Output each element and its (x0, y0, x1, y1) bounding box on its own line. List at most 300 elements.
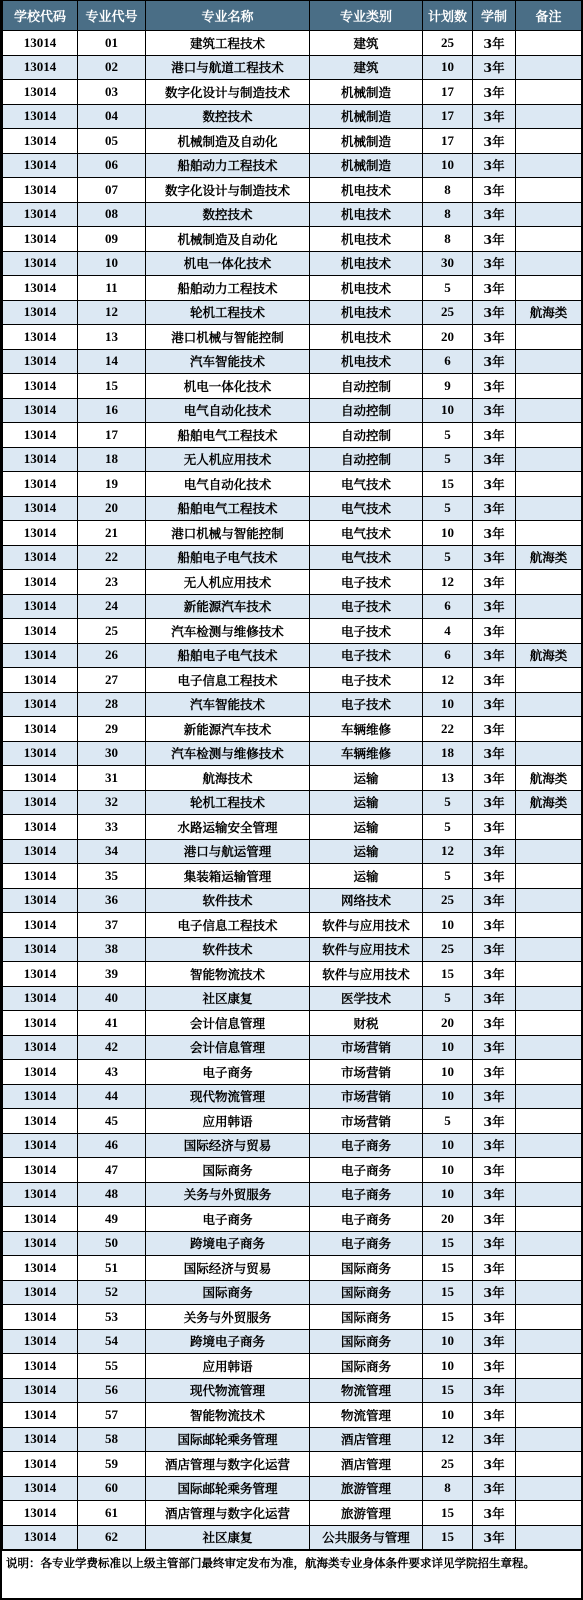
school-code-cell: 13014 (3, 1476, 78, 1501)
remarks-cell (516, 1403, 582, 1428)
major-name-cell: 会计信息管理 (146, 1035, 310, 1060)
duration-cell: 3年 (473, 227, 516, 252)
remarks-cell (516, 913, 582, 938)
table-row (3, 104, 582, 129)
school-code-cell: 13014 (3, 1109, 78, 1134)
table-row (3, 423, 582, 448)
major-name-cell: 船舶电气工程技术 (146, 423, 310, 448)
major-category-cell: 市场营销 (310, 1060, 423, 1085)
duration-cell: 3年 (473, 1501, 516, 1526)
major-category-cell: 机电技术 (310, 325, 423, 350)
major-name-cell: 汽车智能技术 (146, 349, 310, 374)
major-name-cell: 关务与外贸服务 (146, 1182, 310, 1207)
remarks-cell (516, 202, 582, 227)
table-row (3, 55, 582, 80)
duration-cell: 3年 (473, 790, 516, 815)
table-row (3, 472, 582, 497)
duration-cell: 3年 (473, 643, 516, 668)
major-name-cell: 水路运输安全管理 (146, 815, 310, 840)
major-category-cell: 电子技术 (310, 692, 423, 717)
major-category-cell: 市场营销 (310, 1109, 423, 1134)
duration-cell: 3年 (473, 1207, 516, 1232)
remarks-cell (516, 717, 582, 742)
major-name-cell: 船舶电子电气技术 (146, 643, 310, 668)
major-code-cell: 16 (78, 398, 146, 423)
school-code-cell: 13014 (3, 496, 78, 521)
plan-count-cell: 15 (423, 1525, 473, 1550)
remarks-cell (516, 1133, 582, 1158)
major-name-cell: 港口机械与智能控制 (146, 521, 310, 546)
major-code-cell: 21 (78, 521, 146, 546)
major-name-cell: 集装箱运输管理 (146, 864, 310, 889)
major-code-cell: 62 (78, 1525, 146, 1550)
major-code-cell: 26 (78, 643, 146, 668)
table-row (3, 766, 582, 791)
plan-count-cell: 18 (423, 741, 473, 766)
school-code-cell: 13014 (3, 741, 78, 766)
major-category-cell: 机电技术 (310, 349, 423, 374)
major-code-cell: 15 (78, 374, 146, 399)
school-code-cell: 13014 (3, 1035, 78, 1060)
table-row (3, 717, 582, 742)
footnote: 说明：各专业学费标准以上级主管部门最终审定发布为准，航海类专业身体条件要求详见学院招生章程。 (2, 1550, 581, 1576)
remarks-cell (516, 888, 582, 913)
remarks-cell (516, 1501, 582, 1526)
major-category-cell: 电气技术 (310, 496, 423, 521)
major-name-cell: 应用韩语 (146, 1109, 310, 1134)
table-row (3, 913, 582, 938)
remarks-cell (516, 31, 582, 56)
major-code-cell: 11 (78, 276, 146, 301)
major-category-cell: 电子商务 (310, 1207, 423, 1232)
table-row (3, 937, 582, 962)
school-code-cell: 13014 (3, 1378, 78, 1403)
remarks-cell (516, 1354, 582, 1379)
major-name-cell: 智能物流技术 (146, 962, 310, 987)
school-code-cell: 13014 (3, 1060, 78, 1085)
school-code-cell: 13014 (3, 349, 78, 374)
major-code-cell: 55 (78, 1354, 146, 1379)
table-row (3, 1231, 582, 1256)
major-category-cell: 机械制造 (310, 104, 423, 129)
school-code-cell: 13014 (3, 202, 78, 227)
table-row (3, 668, 582, 693)
major-name-cell: 国际邮轮乘务管理 (146, 1427, 310, 1452)
plan-count-cell: 5 (423, 496, 473, 521)
duration-cell: 3年 (473, 423, 516, 448)
remarks-cell (516, 1182, 582, 1207)
school-code-cell: 13014 (3, 227, 78, 252)
major-code-cell: 30 (78, 741, 146, 766)
plan-count-cell: 10 (423, 153, 473, 178)
remarks-cell (516, 447, 582, 472)
table-row (3, 1133, 582, 1158)
school-code-cell: 13014 (3, 1452, 78, 1477)
major-name-cell: 酒店管理与数字化运营 (146, 1452, 310, 1477)
major-category-cell: 机电技术 (310, 178, 423, 203)
major-category-cell: 国际商务 (310, 1280, 423, 1305)
major-code-cell: 60 (78, 1476, 146, 1501)
duration-cell: 3年 (473, 741, 516, 766)
major-name-cell: 数字化设计与制造技术 (146, 80, 310, 105)
major-code-cell: 49 (78, 1207, 146, 1232)
major-code-cell: 44 (78, 1084, 146, 1109)
major-name-cell: 国际经济与贸易 (146, 1133, 310, 1158)
header-plan-count: 计划数 (423, 1, 473, 31)
plan-count-cell: 5 (423, 276, 473, 301)
duration-cell: 3年 (473, 717, 516, 742)
table-row (3, 251, 582, 276)
header-remarks: 备注 (516, 1, 582, 31)
duration-cell: 3年 (473, 986, 516, 1011)
table-row (3, 1329, 582, 1354)
duration-cell: 3年 (473, 937, 516, 962)
major-code-cell: 41 (78, 1011, 146, 1036)
school-code-cell: 13014 (3, 570, 78, 595)
duration-cell: 3年 (473, 1035, 516, 1060)
major-name-cell: 电子信息工程技术 (146, 913, 310, 938)
plan-count-cell: 10 (423, 1133, 473, 1158)
remarks-cell (516, 864, 582, 889)
table-row (3, 1060, 582, 1085)
major-category-cell: 运输 (310, 839, 423, 864)
major-name-cell: 船舶动力工程技术 (146, 153, 310, 178)
plan-count-cell: 5 (423, 423, 473, 448)
duration-cell: 3年 (473, 1158, 516, 1183)
duration-cell: 3年 (473, 766, 516, 791)
plan-count-cell: 17 (423, 129, 473, 154)
school-code-cell: 13014 (3, 1501, 78, 1526)
major-code-cell: 18 (78, 447, 146, 472)
table-row (3, 888, 582, 913)
major-name-cell: 机械制造及自动化 (146, 227, 310, 252)
major-code-cell: 59 (78, 1452, 146, 1477)
plan-count-cell: 10 (423, 521, 473, 546)
major-category-cell: 旅游管理 (310, 1501, 423, 1526)
major-name-cell: 智能物流技术 (146, 1403, 310, 1428)
remarks-cell (516, 153, 582, 178)
school-code-cell: 13014 (3, 962, 78, 987)
major-name-cell: 电子商务 (146, 1207, 310, 1232)
plan-count-cell: 10 (423, 913, 473, 938)
table-row (3, 1158, 582, 1183)
major-code-cell: 61 (78, 1501, 146, 1526)
plan-count-cell: 6 (423, 349, 473, 374)
table-row (3, 398, 582, 423)
major-category-cell: 运输 (310, 815, 423, 840)
major-category-cell: 车辆维修 (310, 741, 423, 766)
remarks-cell: 航海类 (516, 643, 582, 668)
school-code-cell: 13014 (3, 1231, 78, 1256)
school-code-cell: 13014 (3, 888, 78, 913)
major-name-cell: 数控技术 (146, 202, 310, 227)
major-name-cell: 轮机工程技术 (146, 300, 310, 325)
table-row (3, 129, 582, 154)
major-category-cell: 机械制造 (310, 80, 423, 105)
school-code-cell: 13014 (3, 276, 78, 301)
header-major-code: 专业代号 (78, 1, 146, 31)
major-category-cell: 自动控制 (310, 423, 423, 448)
school-code-cell: 13014 (3, 643, 78, 668)
remarks-cell (516, 986, 582, 1011)
duration-cell: 3年 (473, 1452, 516, 1477)
duration-cell: 3年 (473, 913, 516, 938)
major-category-cell: 电子商务 (310, 1182, 423, 1207)
major-category-cell: 电气技术 (310, 521, 423, 546)
major-code-cell: 07 (78, 178, 146, 203)
duration-cell: 3年 (473, 1280, 516, 1305)
school-code-cell: 13014 (3, 300, 78, 325)
duration-cell: 3年 (473, 570, 516, 595)
duration-cell: 3年 (473, 1231, 516, 1256)
plan-count-cell: 15 (423, 1231, 473, 1256)
school-code-cell: 13014 (3, 1182, 78, 1207)
duration-cell: 3年 (473, 80, 516, 105)
major-category-cell: 机械制造 (310, 153, 423, 178)
major-category-cell: 国际商务 (310, 1354, 423, 1379)
school-code-cell: 13014 (3, 80, 78, 105)
major-category-cell: 软件与应用技术 (310, 962, 423, 987)
plan-count-cell: 8 (423, 1476, 473, 1501)
school-code-cell: 13014 (3, 447, 78, 472)
table-row (3, 1501, 582, 1526)
duration-cell: 3年 (473, 178, 516, 203)
table-row (3, 1525, 582, 1550)
plan-count-cell: 9 (423, 374, 473, 399)
school-code-cell: 13014 (3, 839, 78, 864)
header-duration: 学制 (473, 1, 516, 31)
plan-count-cell: 10 (423, 1403, 473, 1428)
remarks-cell (516, 472, 582, 497)
major-name-cell: 轮机工程技术 (146, 790, 310, 815)
duration-cell: 3年 (473, 1354, 516, 1379)
remarks-cell (516, 1329, 582, 1354)
table-row (3, 545, 582, 570)
duration-cell: 3年 (473, 1011, 516, 1036)
major-code-cell: 43 (78, 1060, 146, 1085)
school-code-cell: 13014 (3, 717, 78, 742)
school-code-cell: 13014 (3, 1329, 78, 1354)
duration-cell: 3年 (473, 521, 516, 546)
plan-count-cell: 30 (423, 251, 473, 276)
major-code-cell: 04 (78, 104, 146, 129)
major-code-cell: 24 (78, 594, 146, 619)
table-row (3, 1011, 582, 1036)
remarks-cell (516, 839, 582, 864)
table-row (3, 1256, 582, 1281)
plan-count-cell: 10 (423, 1158, 473, 1183)
remarks-cell (516, 1427, 582, 1452)
major-category-cell: 机电技术 (310, 276, 423, 301)
major-code-cell: 03 (78, 80, 146, 105)
duration-cell: 3年 (473, 276, 516, 301)
plan-count-cell: 12 (423, 1427, 473, 1452)
plan-count-cell: 15 (423, 1256, 473, 1281)
school-code-cell: 13014 (3, 668, 78, 693)
table-row (3, 521, 582, 546)
major-category-cell: 市场营销 (310, 1035, 423, 1060)
plan-count-cell: 5 (423, 1109, 473, 1134)
plan-count-cell: 8 (423, 227, 473, 252)
major-code-cell: 29 (78, 717, 146, 742)
remarks-cell (516, 129, 582, 154)
remarks-cell (516, 398, 582, 423)
major-code-cell: 01 (78, 31, 146, 56)
table-row (3, 1207, 582, 1232)
plan-count-cell: 10 (423, 1060, 473, 1085)
remarks-cell (516, 1378, 582, 1403)
remarks-cell: 航海类 (516, 766, 582, 791)
plan-count-cell: 12 (423, 570, 473, 595)
table-row (3, 1452, 582, 1477)
major-category-cell: 国际商务 (310, 1305, 423, 1330)
remarks-cell (516, 1084, 582, 1109)
plan-count-cell: 10 (423, 1035, 473, 1060)
major-code-cell: 33 (78, 815, 146, 840)
plan-count-cell: 15 (423, 1378, 473, 1403)
school-code-cell: 13014 (3, 1354, 78, 1379)
duration-cell: 3年 (473, 325, 516, 350)
major-name-cell: 会计信息管理 (146, 1011, 310, 1036)
plan-count-cell: 5 (423, 545, 473, 570)
school-code-cell: 13014 (3, 129, 78, 154)
plan-count-cell: 13 (423, 766, 473, 791)
major-name-cell: 电子信息工程技术 (146, 668, 310, 693)
major-category-cell: 医学技术 (310, 986, 423, 1011)
major-code-cell: 22 (78, 545, 146, 570)
table-row (3, 962, 582, 987)
remarks-cell (516, 521, 582, 546)
major-category-cell: 软件与应用技术 (310, 913, 423, 938)
major-category-cell: 电子技术 (310, 619, 423, 644)
remarks-cell (516, 741, 582, 766)
table-row (3, 790, 582, 815)
duration-cell: 3年 (473, 1060, 516, 1085)
major-category-cell: 运输 (310, 766, 423, 791)
plan-count-cell: 15 (423, 962, 473, 987)
duration-cell: 3年 (473, 1378, 516, 1403)
major-name-cell: 无人机应用技术 (146, 447, 310, 472)
major-name-cell: 软件技术 (146, 888, 310, 913)
major-code-cell: 02 (78, 55, 146, 80)
major-category-cell: 机电技术 (310, 251, 423, 276)
school-code-cell: 13014 (3, 790, 78, 815)
plan-count-cell: 8 (423, 202, 473, 227)
remarks-cell (516, 1109, 582, 1134)
plan-count-cell: 17 (423, 80, 473, 105)
duration-cell: 3年 (473, 447, 516, 472)
duration-cell: 3年 (473, 398, 516, 423)
major-category-cell: 物流管理 (310, 1378, 423, 1403)
major-name-cell: 汽车检测与维修技术 (146, 741, 310, 766)
major-category-cell: 公共服务与管理 (310, 1525, 423, 1550)
remarks-cell (516, 1280, 582, 1305)
duration-cell: 3年 (473, 104, 516, 129)
major-name-cell: 船舶动力工程技术 (146, 276, 310, 301)
major-name-cell: 现代物流管理 (146, 1378, 310, 1403)
remarks-cell (516, 1452, 582, 1477)
table-row (3, 325, 582, 350)
table-row (3, 839, 582, 864)
major-code-cell: 09 (78, 227, 146, 252)
remarks-cell (516, 423, 582, 448)
major-category-cell: 电子技术 (310, 570, 423, 595)
duration-cell: 3年 (473, 1256, 516, 1281)
remarks-cell (516, 227, 582, 252)
table-header-row (3, 1, 582, 31)
remarks-cell (516, 55, 582, 80)
plan-count-cell: 25 (423, 31, 473, 56)
major-code-cell: 20 (78, 496, 146, 521)
school-code-cell: 13014 (3, 1305, 78, 1330)
remarks-cell (516, 668, 582, 693)
duration-cell: 3年 (473, 668, 516, 693)
major-code-cell: 40 (78, 986, 146, 1011)
table-row (3, 202, 582, 227)
major-name-cell: 数控技术 (146, 104, 310, 129)
major-code-cell: 48 (78, 1182, 146, 1207)
table-row (3, 300, 582, 325)
duration-cell: 3年 (473, 888, 516, 913)
major-code-cell: 19 (78, 472, 146, 497)
major-name-cell: 现代物流管理 (146, 1084, 310, 1109)
major-name-cell: 港口与航运管理 (146, 839, 310, 864)
plan-count-cell: 5 (423, 864, 473, 889)
major-code-cell: 13 (78, 325, 146, 350)
plan-count-cell: 10 (423, 1084, 473, 1109)
school-code-cell: 13014 (3, 594, 78, 619)
major-code-cell: 39 (78, 962, 146, 987)
major-name-cell: 建筑工程技术 (146, 31, 310, 56)
major-code-cell: 42 (78, 1035, 146, 1060)
table-row (3, 1403, 582, 1428)
school-code-cell: 13014 (3, 986, 78, 1011)
remarks-cell (516, 570, 582, 595)
duration-cell: 3年 (473, 1305, 516, 1330)
duration-cell: 3年 (473, 594, 516, 619)
major-code-cell: 51 (78, 1256, 146, 1281)
major-code-cell: 34 (78, 839, 146, 864)
plan-count-cell: 5 (423, 815, 473, 840)
plan-count-cell: 15 (423, 1280, 473, 1305)
major-code-cell: 58 (78, 1427, 146, 1452)
table-row (3, 986, 582, 1011)
school-code-cell: 13014 (3, 1133, 78, 1158)
major-category-cell: 机电技术 (310, 227, 423, 252)
table-row (3, 1109, 582, 1134)
plan-count-cell: 22 (423, 717, 473, 742)
table-row (3, 864, 582, 889)
school-code-cell: 13014 (3, 619, 78, 644)
plan-count-cell: 10 (423, 55, 473, 80)
major-name-cell: 电子商务 (146, 1060, 310, 1085)
plan-count-cell: 10 (423, 1182, 473, 1207)
major-category-cell: 自动控制 (310, 398, 423, 423)
major-code-cell: 47 (78, 1158, 146, 1183)
table-row (3, 31, 582, 56)
table-row (3, 594, 582, 619)
table-row (3, 227, 582, 252)
remarks-cell: 航海类 (516, 790, 582, 815)
major-code-cell: 12 (78, 300, 146, 325)
remarks-cell (516, 692, 582, 717)
duration-cell: 3年 (473, 496, 516, 521)
major-category-cell: 电子商务 (310, 1158, 423, 1183)
plan-count-cell: 20 (423, 1207, 473, 1232)
major-name-cell: 汽车智能技术 (146, 692, 310, 717)
table-row (3, 447, 582, 472)
school-code-cell: 13014 (3, 325, 78, 350)
